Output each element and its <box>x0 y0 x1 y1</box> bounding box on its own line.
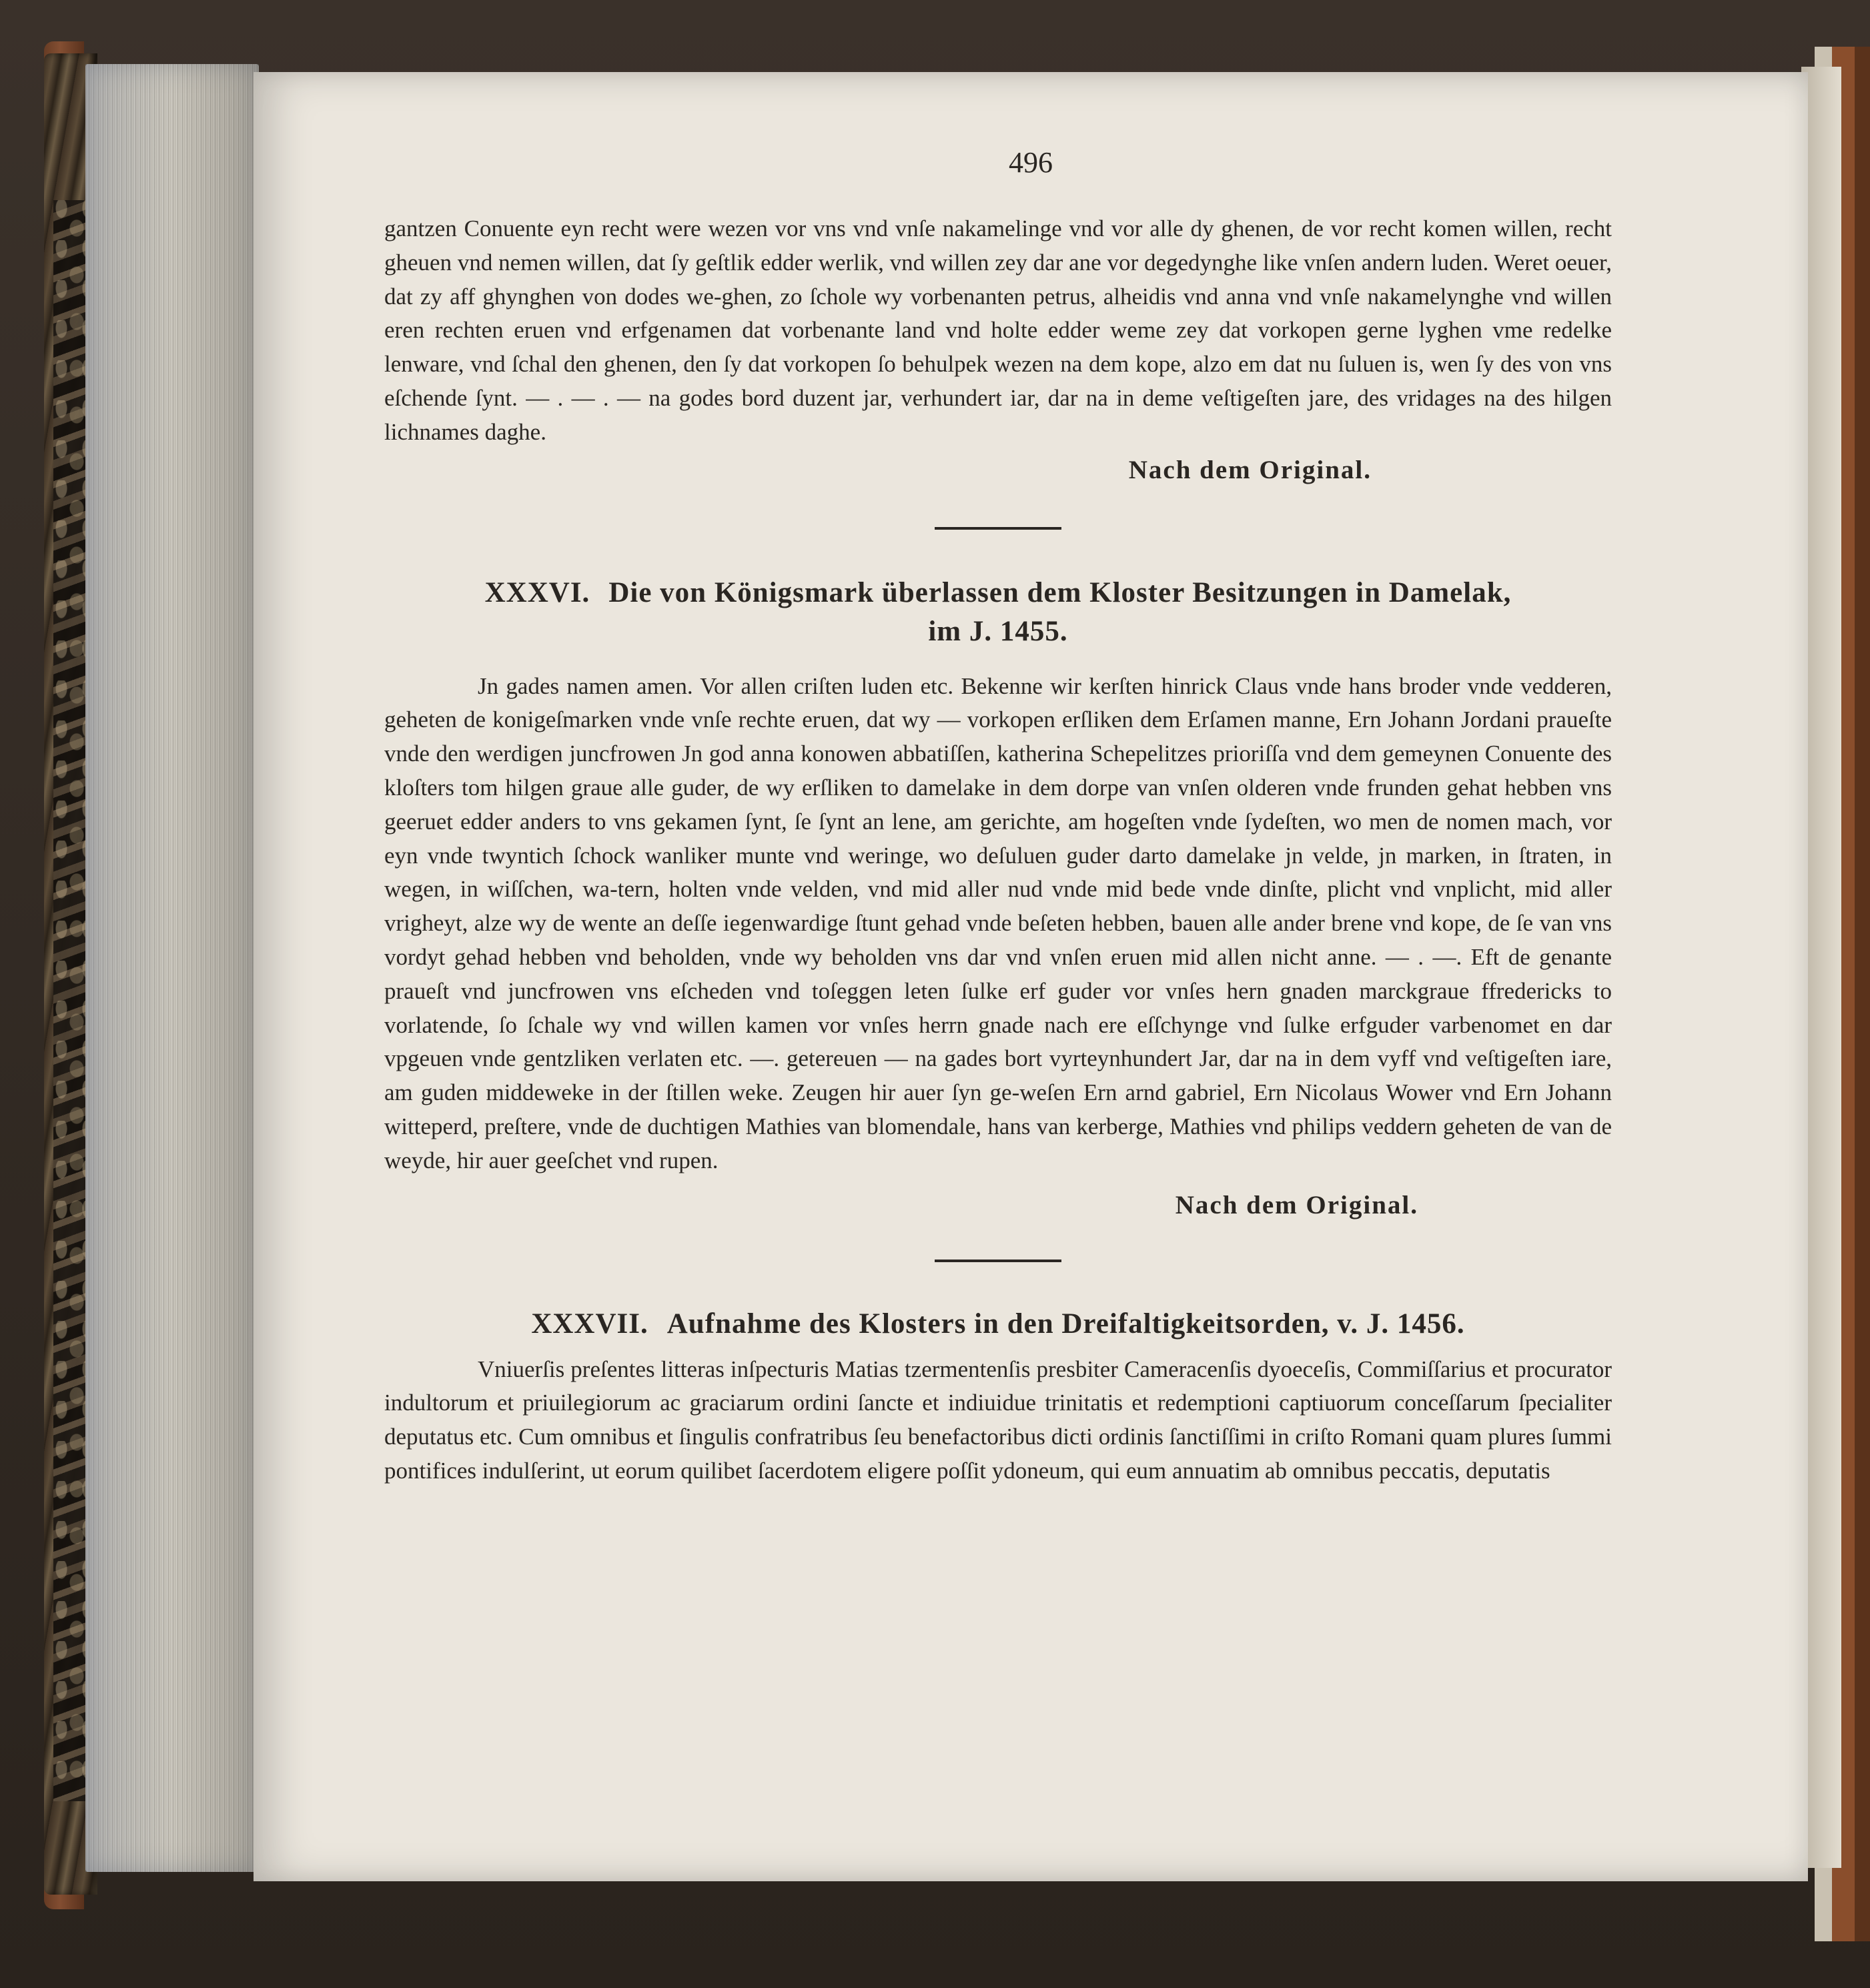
source-note: Nach dem Original. <box>1128 455 1372 484</box>
section-body-36: Jn gades namen amen. Vor allen criſten luden etc. Bekenne wir kerſten hinrick Claus vnde hans broder vnde vedderen, geheten de konigeſmarken vnde vnſe rechte eruen, dat wy — vorkopen erſliken dem Erſamen manne, Ern Johann Jordani praueſte vnde den werdigen juncfrowen Jn god anna konowen abbatiſſen, katherina Schepelitzes prioriſſa vnd dem gemeynen Conuente des kloſters tom hilgen graue alle guder, de wy erſliken to damelake in dem dorpe van vnſen olderen vnde frunden gehat hebben vns geeruet edder anders to vns gekamen ſynt, ſe ſynt an lene, am gerichte, am hogeſten vnde ſydeſten, wo men de nomen mach, vor eyn vnde twyntich ſchock wanliker munte vnd weringe, wo deſuluen guder darto damelake jn velde, jn marken, in ſtraten, in wegen, in wiſſchen, wa-tern, holten vnde velden, vnd mid aller nud vnde mid bede vnde dinſte, plicht vnd vnplicht, mid aller vrigheyt, alze wy de wente an deſſe iegenwardige ſtunt gehad vnde beſeten hebben, bauen alle ander brene vnd kope, de ſe van vns vordyt gehad hebben vnd beholden, vnde wy beholden vns dar vnd vnſen eruen mid allen nicht anne. — . —. Eft de genante praueſt vnd juncfrowen vns eſcheden vnd toſeggen leten ſulke erf guder vor vnſes hern gnaden marckgraue ffredericks to vorlatende, ſo ſchale wy vnd willen kamen vor vnſes herrn gnade nach ere eſſchynge vnd ſulke erfguder varbenomet en dar vpgeuen vnde gentzliken verlaten etc. —. getereuen — na gades bort vyrteynhundert Jar, dar na in dem vyff vnd veſtigeſten iare, am guden middeweke in der ſtillen weke. Zeugen hir auer ſyn ge-weſen Ern arnd gabriel, Ern Nicolaus Wower vnd Ern Johann witteperd, preſtere, vnde de duchtigen Mathies van blomendale, hans van kerberge, Mathies vnd philips veddern geheten de van de weyde, hir auer geeſchet vnd rupen. <box>384 672 1612 1173</box>
section-number: XXXVII. <box>531 1308 648 1340</box>
book-page <box>254 72 1808 1881</box>
section-heading-37 <box>384 1305 1612 1344</box>
section-number: XXXVI. <box>484 576 590 608</box>
page-content <box>384 212 1612 1488</box>
page-number: 496 <box>1009 146 1053 179</box>
section-title: Aufnahme des Klosters in den Dreifaltigkeitsorden, v. J. 1456. <box>666 1308 1465 1340</box>
section-divider <box>935 1260 1061 1262</box>
section-title: Die von Königsmark überlassen dem Kloster Besitzungen in Damelak, <box>608 576 1512 608</box>
section-divider <box>935 527 1061 530</box>
section-body-37: Vniuerſis preſentes litteras inſpecturis Matias tzermentenſis presbiter Cameracenſis dyoeceſis, Commiſſarius et procurator indultorum et priuilegiorum ac graciarum ordini ſancte et indiuidue trinitatis et redemptioni captiuorum conceſſarum ſpecialiter deputatus etc. Cum omnibus et ſingulis confratribus ſeu benefactoribus dicti ordinis ſanctiſſimi in criſto Romani quam plures ſummi pontifices indulſerint, ut eorum quilibet ſacerdotem eligere poſſit ydoneum, qui eum annuatim ab omnibus peccatis, deputatis <box>384 1356 1612 1484</box>
top-paragraph: gantzen Conuente eyn recht were wezen vor vns vnd vnſe nakamelinge vnd vor alle dy ghenen, de vor recht komen willen, recht gheuen vnd nemen willen, dat ſy geſtlik edder werlik, vnd willen zey dar ane vor degedynghe like vnſen andern luden. Weret oeuer, dat zy aff ghynghen von dodes we-ghen, zo ſchole wy vorbenanten petrus, alheidis vnd anna vnd vnſe nakamelynghe vnd willen eren rechten eruen vnd erfgenamen dat vorbenante land vnd holte edder weme zey dat vorkopen gerne lyghen vme redelke lenware, vnd ſchal den ghenen, den ſy dat vorkopen ſo behulpek wezen na dem kope, alzo em dat nu ſuluen is, wen ſy des von vns eſchende ſynt. — . — . — na godes bord duzent jar, verhundert iar, dar na in deme veſtigeſten jare, des vridages na des hilgen lichnames daghe. <box>384 215 1612 445</box>
section-title-line2: im J. 1455. <box>928 615 1068 647</box>
section-heading-36 <box>384 574 1612 651</box>
source-note: Nach dem Original. <box>1175 1190 1418 1219</box>
page-edges <box>85 64 259 1872</box>
